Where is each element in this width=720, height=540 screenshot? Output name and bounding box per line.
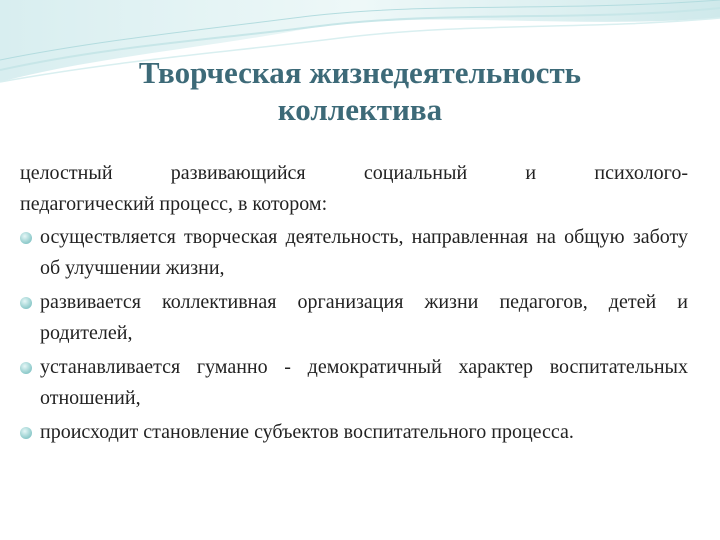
slide-body — [20, 158, 688, 451]
bullet-text: осуществляется творческая деятельность, направленная на общую заботу об улучшении жизни, — [40, 226, 688, 279]
bullet-text: происходит становление субъектов воспитательного процесса. — [40, 421, 574, 443]
bullet-text: развивается коллективная организация жизни педагогов, детей и родителей, — [40, 291, 688, 344]
intro-line-2: педагогический процесс, в котором: — [20, 193, 328, 215]
bullet-icon — [20, 232, 32, 244]
bullet-icon — [20, 362, 32, 374]
slide-title-line-1: Творческая жизнедеятельность — [138, 55, 582, 90]
intro-line-1: целостный развивающийся социальный и психолого- — [20, 162, 688, 184]
slide-title — [60, 54, 660, 128]
bullet-list — [20, 222, 688, 448]
list-item — [20, 352, 688, 414]
list-item — [20, 222, 688, 284]
list-item — [20, 417, 688, 448]
bullet-text: устанавливается гуманно - демократичный характер воспитательных отношений, — [40, 356, 688, 409]
bullet-icon — [20, 297, 32, 309]
intro-paragraph — [20, 158, 688, 220]
list-item — [20, 287, 688, 349]
bullet-icon — [20, 427, 32, 439]
slide-title-line-2: коллектива — [277, 92, 443, 127]
